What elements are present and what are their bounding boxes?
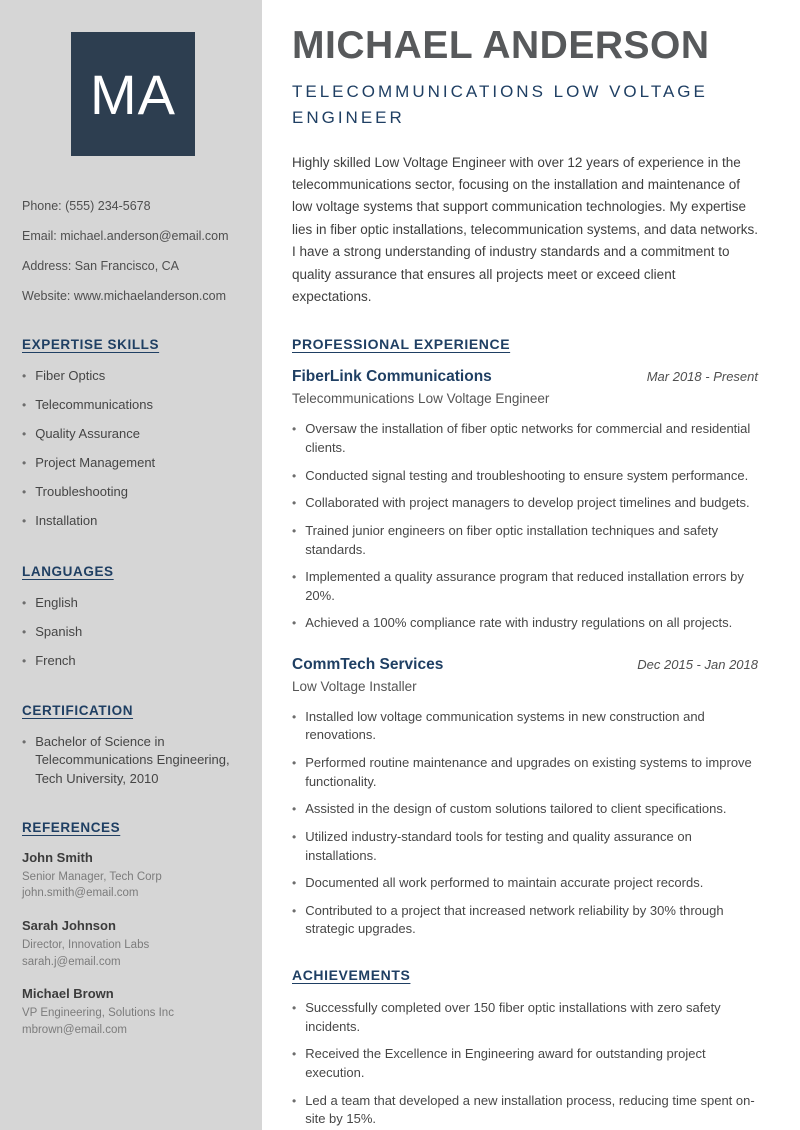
bullet-icon: • [22,595,27,610]
language-item [22,623,244,642]
skill-item [22,425,244,444]
bullet-icon: • [22,456,27,471]
language-item [22,652,244,671]
experience-section-heading: PROFESSIONAL EXPERIENCE [292,336,511,353]
candidate-name: MICHAEL ANDERSON [292,24,710,67]
skill-label: Troubleshooting [35,484,128,500]
bullet-text: Conducted signal testing and troubleshooting to ensure system performance. [305,467,749,483]
reference-item [22,850,244,902]
references-heading: REFERENCES [22,819,121,835]
avatar-initials: MA [90,62,176,126]
job-dates: Mar 2018 - Present [646,369,758,385]
bullet-item [292,467,758,486]
job-role: Low Voltage Installer [292,678,417,694]
bullet-icon: • [22,624,27,639]
bullet-text: Documented all work performed to maintain accurate project records. [305,874,704,890]
bullet-text: Installed low voltage communication systems in new construction and renovations. [305,708,705,743]
certification-item [22,733,244,788]
bullet-icon: • [292,570,297,585]
bullet-item [292,754,758,792]
reference-name: Michael Brown [22,986,114,1002]
bullet-text: Utilized industry-standard tools for testing and quality assurance on installations. [305,828,692,863]
bullet-text: Successfully completed over 150 fiber optic installations with zero safety incidents. [305,1000,721,1035]
skill-label: Fiber Optics [35,367,106,383]
skill-item [22,483,244,502]
bullet-icon: • [292,1047,297,1062]
bullet-item [292,999,758,1037]
bullet-item [292,828,758,866]
languages-heading: LANGUAGES [22,563,114,579]
references-list [22,850,244,1039]
reference-item [22,986,244,1038]
bullet-icon: • [22,397,27,412]
bullet-icon: • [22,426,27,441]
bullet-text: Assisted in the design of custom solutions tailored to client specifications. [305,800,727,816]
bullet-item [292,494,758,513]
avatar [71,32,195,156]
reference-title: Director, Innovation Labs [22,939,150,952]
job-dates: Dec 2015 - Jan 2018 [637,656,758,672]
bullet-icon: • [292,496,297,511]
skill-item [22,512,244,531]
candidate-job-title: TELECOMMUNICATIONS LOW VOLTAGE ENGINEER [292,81,708,128]
bullet-icon: • [292,709,297,724]
bullet-icon: • [22,654,27,668]
bullet-icon: • [22,368,27,383]
bullet-item [292,1045,758,1083]
bullet-item [292,420,758,458]
skills-list [22,367,244,532]
company-name: FiberLink Communications [292,368,492,386]
bullet-icon: • [292,422,297,437]
bullet-icon: • [292,829,297,844]
skills-heading: EXPERTISE SKILLS [22,336,160,352]
contact-item: Website: www.michaelanderson.com [22,288,227,303]
bullet-text: Achieved a 100% compliance rate with industry regulations on all projects. [305,615,733,631]
contact-item: Address: San Francisco, CA [22,258,180,273]
certification-label: Bachelor of Science in Telecommunications Engineering, Tech University, 2010 [35,734,230,786]
reference-name: John Smith [22,849,93,865]
bullet-item [292,708,758,746]
bullet-text: Trained junior engineers on fiber optic installation techniques and safety standards. [305,523,719,557]
skill-label: Telecommunications [35,396,153,412]
bullet-text: Performed routine maintenance and upgrades on existing systems to improve functionality. [305,754,752,789]
bullet-icon: • [292,524,297,539]
certification-heading: CERTIFICATION [22,703,134,719]
experience-entry [292,656,758,940]
experience-bullet-list [292,708,758,940]
languages-list [22,594,244,672]
bullet-text: Led a team that developed a new installation process, reducing time spent on-site by 15%. [305,1092,755,1127]
experience-entry [292,368,758,633]
company-name: CommTech Services [292,655,444,673]
job-header [292,368,758,386]
bullet-icon: • [292,1001,297,1016]
skill-item [22,367,244,386]
bullet-text: Collaborated with project managers to develop project timelines and budgets. [305,495,750,511]
achievements-list [292,999,758,1129]
language-item [22,594,244,613]
reference-title: VP Engineering, Solutions Inc [22,1007,174,1020]
experience-bullet-list [292,420,758,633]
bullet-text: Received the Excellence in Engineering award for outstanding project execution. [305,1046,706,1081]
job-header [292,656,758,674]
skill-item [22,396,244,415]
bullet-item [292,800,758,819]
language-label: Spanish [35,623,83,639]
reference-email: john.smith@email.com [22,887,139,900]
reference-title: Senior Manager, Tech Corp [22,870,162,883]
bullet-icon: • [292,875,297,890]
skill-label: Project Management [35,455,156,471]
bullet-icon: • [292,755,297,770]
bullet-item [292,1092,758,1130]
reference-name: Sarah Johnson [22,918,116,934]
achievements-section-heading: ACHIEVEMENTS [292,967,411,984]
bullet-icon: • [22,735,27,750]
language-label: French [35,653,76,668]
language-label: English [35,594,78,610]
sidebar [0,0,262,1130]
certification-list [22,733,244,788]
bullet-item [292,522,758,560]
reference-email: sarah.j@email.com [22,955,121,968]
bullet-item [292,874,758,893]
bullet-icon: • [292,616,297,631]
bullet-icon: • [292,903,297,918]
job-role: Telecommunications Low Voltage Engineer [292,391,550,407]
skill-label: Quality Assurance [35,425,140,441]
bullet-icon: • [22,485,27,500]
reference-item [22,918,244,970]
reference-email: mbrown@email.com [22,1024,127,1037]
skill-label: Installation [35,513,98,529]
bullet-icon: • [292,1093,297,1108]
summary-paragraph: Highly skilled Low Voltage Engineer with over 12 years of experience in the telecommunications sector, focusing on the installation and maintenance of low voltage systems that support communication technologies. My expertise lies in fiber optic installations, telecommunication systems, and data networks. I have a strong understanding of industry standards and a commitment to quality assurance that ensures all projects meet or exceed client expectations. [292,154,758,305]
bullet-icon: • [22,514,27,529]
bullet-item [292,614,758,633]
contact-item: Phone: (555) 234-5678 [22,199,151,213]
main-content [262,0,800,1130]
bullet-text: Oversaw the installation of fiber optic networks for commercial and residential clients. [305,421,751,456]
bullet-item [292,568,758,606]
contact-list [22,198,244,305]
bullet-text: Contributed to a project that increased network reliability by 30% through strategic upgrades. [305,902,724,937]
bullet-icon: • [292,801,297,816]
bullet-text: Implemented a quality assurance program that reduced installation errors by 20%. [305,569,744,604]
bullet-icon: • [292,468,297,483]
bullet-item [292,902,758,940]
contact-item: Email: michael.anderson@email.com [22,228,229,243]
skill-item [22,454,244,473]
